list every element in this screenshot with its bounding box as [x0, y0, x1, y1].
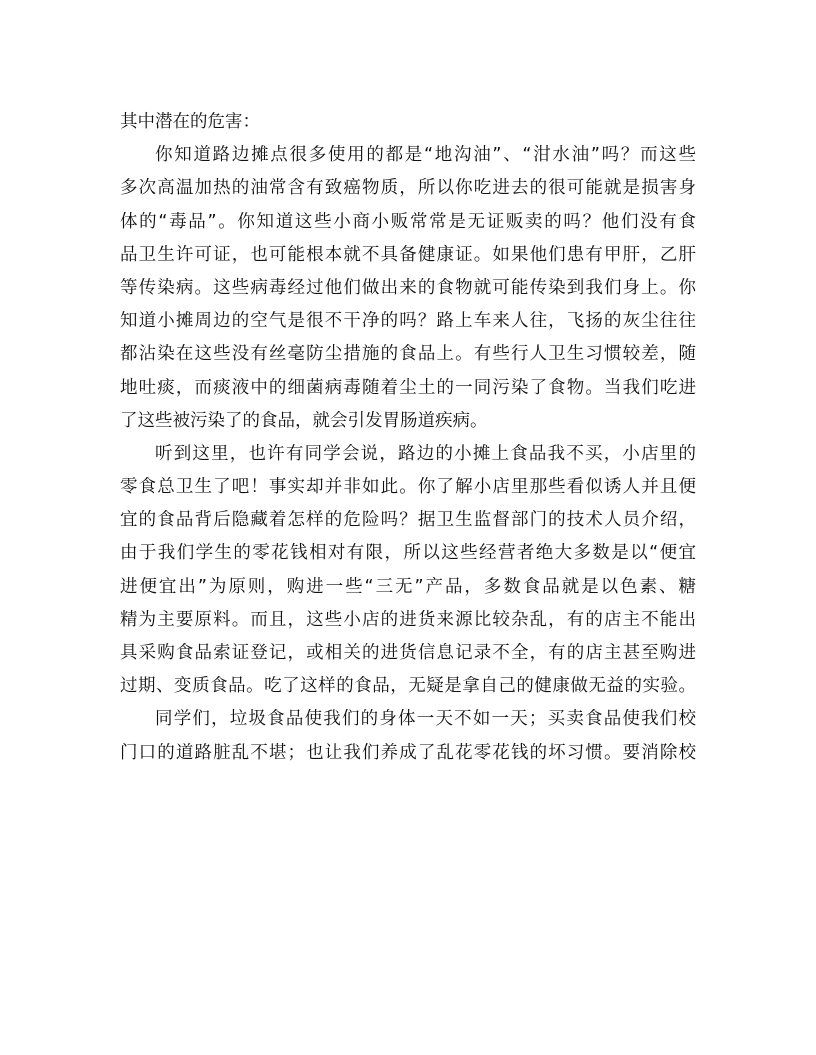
text-line: 进便宜出”为原则，购进一些“三无”产品，多数食品就是以色素、糖 — [120, 576, 696, 597]
text-line: 品卫生许可证，也可能根本就不具备健康证。如果他们患有甲肝，乙肝 — [120, 244, 696, 265]
document-body — [120, 106, 696, 770]
text-line: 零食总卫生了吧！事实却并非如此。你了解小店里那些看似诱人并且便 — [120, 477, 696, 498]
text-line: 多次高温加热的油常含有致癌物质，所以你吃进去的很可能就是损害身 — [120, 178, 696, 199]
text-line: 由于我们学生的零花钱相对有限，所以这些经营者绝大多数是以“便宜 — [120, 543, 696, 564]
text-line: 其中潜在的危害： — [120, 112, 260, 132]
text-line: 都沾染在这些没有丝毫防尘措施的食品上。有些行人卫生习惯较差，随 — [120, 344, 696, 365]
text-line: 门口的道路脏乱不堪；也让我们养成了乱花零花钱的坏习惯。要消除校 — [120, 742, 696, 763]
text-line: 体的“毒品”。你知道这些小商小贩常常是无证贩卖的吗？他们没有食 — [120, 211, 696, 232]
paragraph-last-line: 了这些被污染了的食品，就会引发胃肠道疾病。 — [120, 410, 488, 431]
text-line: 等传染病。这些病毒经过他们做出来的食物就可能传染到我们身上。你 — [120, 277, 696, 298]
text-line: 知道小摊周边的空气是很不干净的吗？路上车来人往，飞扬的灰尘往往 — [120, 311, 696, 332]
paragraph-last-line: 过期、变质食品。吃了这样的食品，无疑是拿自己的健康做无益的实验。 — [120, 676, 696, 697]
text-line: 具采购食品索证登记，或相关的进货信息记录不全，有的店主甚至购进 — [120, 643, 696, 663]
text-line: 宜的食品背后隐藏着怎样的危险吗？据卫生监督部门的技术人员介绍， — [120, 510, 696, 531]
paragraph-first-line: 听到这里，也许有同学会说，路边的小摊上食品我不买，小店里的 — [155, 443, 696, 464]
paragraph-first-line: 同学们，垃圾食品使我们的身体一天不如一天；买卖食品使我们校 — [155, 709, 696, 730]
text-line: 地吐痰，而痰液中的细菌病毒随着尘土的一同污染了食物。当我们吃进 — [120, 377, 696, 398]
text-line: 精为主要原料。而且，这些小店的进货来源比较杂乱，有的店主不能出 — [120, 609, 696, 630]
paragraph-first-line: 你知道路边摊点很多使用的都是“地沟油”、“泔水油”吗？而这些 — [155, 145, 696, 166]
